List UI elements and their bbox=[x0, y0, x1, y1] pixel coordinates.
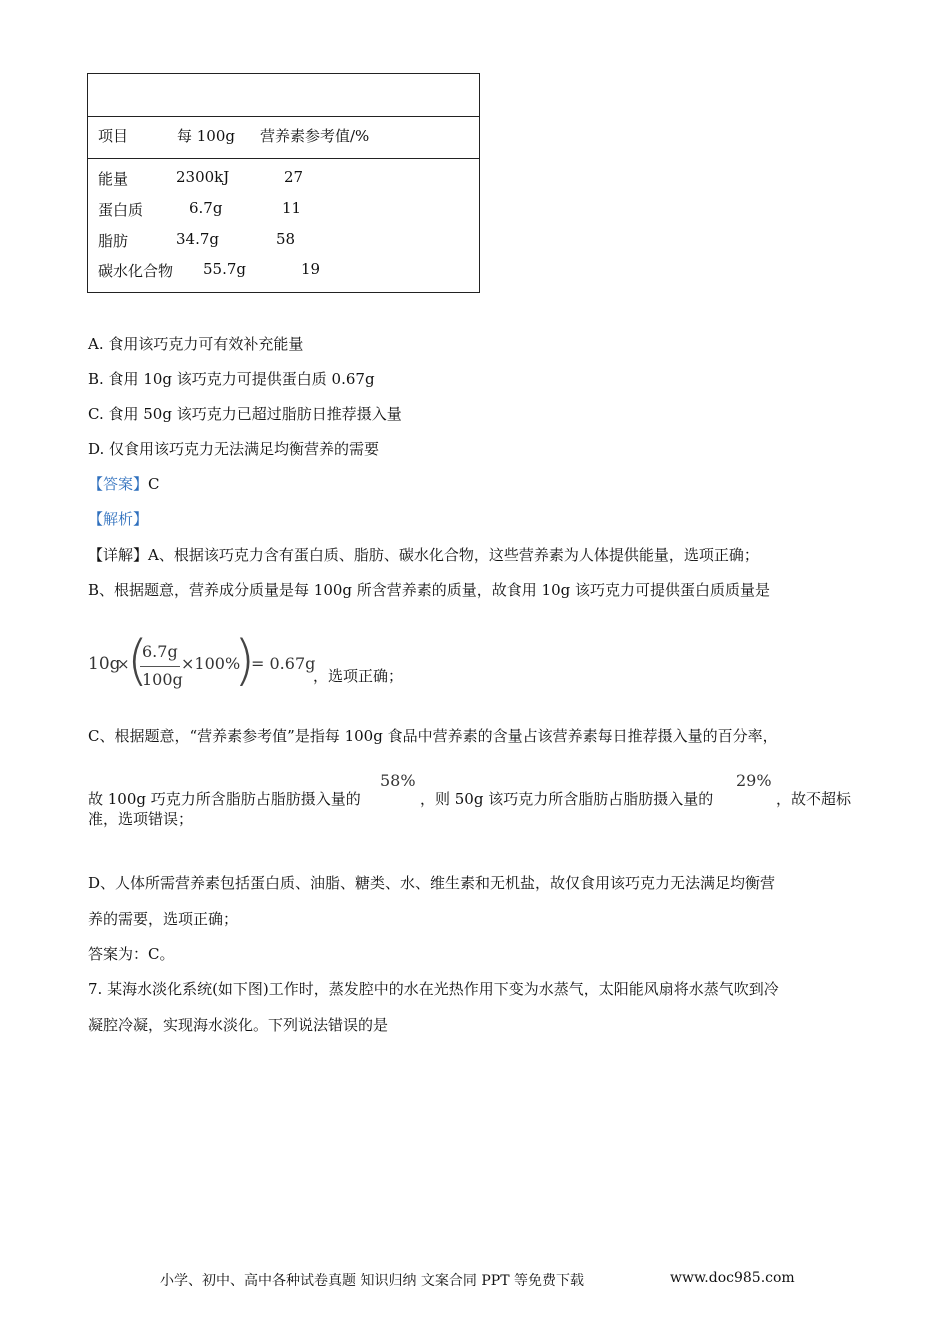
answer-line bbox=[88, 473, 160, 494]
row-fat-ref: 58 bbox=[276, 230, 296, 248]
analysis-label: 【解析】 bbox=[88, 510, 149, 528]
row-protein-name: 蛋白质 bbox=[98, 201, 144, 219]
detail-label: 【详解】 bbox=[88, 546, 149, 564]
formula-times: × bbox=[117, 655, 130, 673]
formula-denominator: 100g bbox=[142, 670, 183, 689]
detail-a-text: A、根据该巧克力含有蛋白质、脂肪、碳水化合物，这些营养素为人体提供能量，选项正确； bbox=[148, 546, 759, 564]
right-paren: ) bbox=[234, 629, 256, 692]
row-energy-ref: 27 bbox=[284, 168, 304, 186]
row-energy-value: 2300kJ bbox=[176, 168, 230, 186]
option-c: C. 食用 50g 该巧克力已超过脂肪日推荐摄入量 bbox=[88, 405, 402, 423]
header-reference: 营养素参考值/% bbox=[260, 127, 370, 145]
table-divider bbox=[88, 116, 479, 117]
formula-percent: ×100% bbox=[181, 654, 241, 673]
footer-url[interactable]: www.doc985.com bbox=[670, 1270, 795, 1286]
option-b: B. 食用 10g 该巧克力可提供蛋白质 0.67g bbox=[88, 370, 375, 388]
option-a: A. 食用该巧克力可有效补充能量 bbox=[88, 335, 304, 353]
formula-lhs: 10g bbox=[88, 654, 121, 674]
formula-numerator: 6.7g bbox=[142, 642, 178, 661]
row-protein-ref: 11 bbox=[282, 199, 302, 217]
answer-value: C bbox=[148, 475, 160, 493]
c-line2-a: 故 100g 巧克力所含脂肪占脂肪摄入量的 bbox=[88, 790, 361, 808]
detail-b-line: B、根据题意，营养成分质量是每 100g 所含营养素的质量，故食用 10g 该巧克力可提供蛋白质质量是 bbox=[88, 581, 771, 599]
c-line2-c: ，故不超标 bbox=[776, 790, 852, 808]
c-line2-b: ，则 50g 该巧克力所含脂肪占脂肪摄入量的 bbox=[420, 790, 714, 808]
row-energy-name: 能量 bbox=[98, 170, 129, 188]
header-item: 项目 bbox=[98, 127, 129, 145]
final-answer: 答案为：C。 bbox=[88, 945, 175, 963]
question7-line2: 凝腔冷凝，实现海水淡化。下列说法错误的是 bbox=[88, 1016, 389, 1034]
row-carb-ref: 19 bbox=[301, 260, 321, 278]
formula-result: = 0.67g bbox=[251, 654, 316, 673]
footer-text: 小学、初中、高中各种试卷真题 知识归纳 文案合同 PPT 等免费下载 bbox=[160, 1273, 584, 1289]
option-d: D. 仅食用该巧克力无法满足均衡营养的需要 bbox=[88, 440, 380, 458]
row-fat-name: 脂肪 bbox=[98, 232, 129, 250]
nutrition-table bbox=[87, 73, 480, 293]
row-fat-value: 34.7g bbox=[176, 230, 220, 248]
fraction-bar bbox=[140, 666, 180, 667]
header-per-100g: 每 100g bbox=[177, 127, 236, 145]
table-divider bbox=[88, 158, 479, 159]
row-protein-value: 6.7g bbox=[189, 199, 223, 217]
detail-d-line1: D、人体所需营养素包括蛋白质、油脂、糖类、水、维生素和无机盐，故仅食用该巧克力无法满足均衡营 bbox=[88, 874, 776, 892]
c-pct-29: 29% bbox=[736, 771, 772, 790]
c-pct-58: 58% bbox=[380, 771, 416, 790]
detail-a-line bbox=[88, 544, 759, 565]
left-paren: ( bbox=[127, 629, 149, 692]
row-carb-value: 55.7g bbox=[203, 260, 247, 278]
question7-line1: 7. 某海水淡化系统(如下图)工作时，蒸发腔中的水在光热作用下变为水蒸气，太阳能风扇将水蒸气吹到冷 bbox=[88, 980, 779, 998]
row-carb-name: 碳水化合物 bbox=[98, 262, 174, 280]
detail-d-line2: 养的需要，选项正确； bbox=[88, 910, 239, 928]
detail-c-line1: C、根据题意，“营养素参考值”是指每 100g 食品中营养素的含量占该营养素每日推荐摄入量的百分率， bbox=[88, 727, 778, 745]
answer-label: 【答案】 bbox=[88, 475, 149, 493]
formula-suffix: ，选项正确； bbox=[313, 667, 404, 685]
detail-c-line3: 准，选项错误； bbox=[88, 810, 194, 828]
